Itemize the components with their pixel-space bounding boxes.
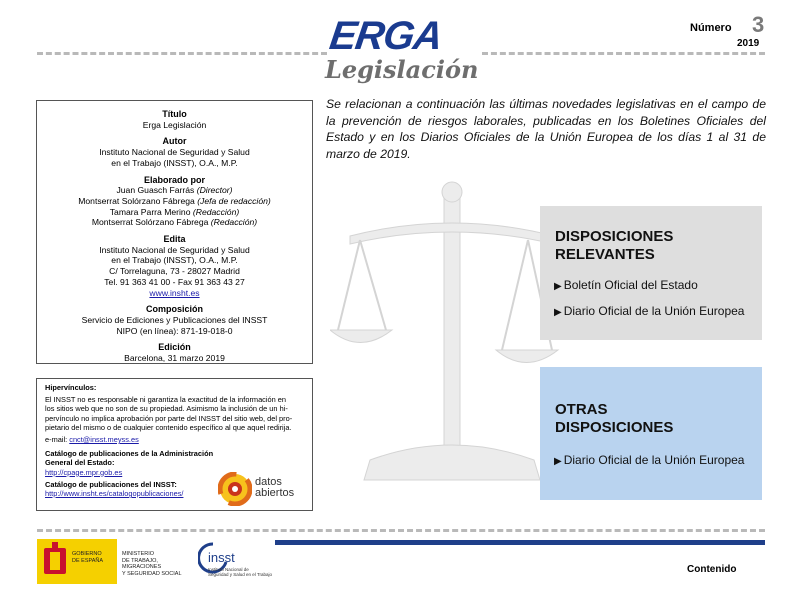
catalog-age: Catálogo de publicaciones de la Administración General del Estado: http://cpage.mpr.gob.es [45,449,214,477]
titulo-heading: Título [162,109,187,119]
edita-line: Tel. 91 363 41 00 - Fax 91 363 43 27 [104,276,245,287]
elaborado-line: Montserrat Solórzano Fábrega (Redacción) [91,217,258,228]
relevantes-title: DISPOSICIONES RELEVANTES [555,228,674,263]
triangle-right-icon: ▶ [554,456,562,467]
triangle-right-icon: ▶ [554,281,562,292]
email-line: e-mail: cnct@insst.meyss.es [45,435,139,445]
edita-line: C/ Torrelaguna, 73 - 28027 Madrid [109,266,240,277]
boe-link[interactable]: ▶ Boletín Oficial del Estado [554,278,698,292]
titulo-value: Erga Legislación [142,119,207,130]
legislacion-logo: Legislación [325,55,479,84]
nipo-line: NIPO (en línea): 871-19-018-0 [116,325,233,336]
credits-box [36,100,313,364]
footer-dashed-line [37,529,765,532]
datos-text: datos [255,476,282,488]
erga-logo-text: ERGA [326,14,445,58]
header-dashed-line-left [37,52,327,55]
catalog-insst: Catálogo de publicaciones del INSST: http://www.insht.es/catalogopublicaciones/ [45,479,184,499]
insst-logo: insst Instituto Nacional de Seguridad y Salud en el Trabajo [198,542,276,582]
hipervinculos-heading: Hipervínculos: [45,383,97,392]
email-link[interactable]: cnct@insst.meyss.es [69,435,139,445]
issue-year: 2019 [737,38,760,49]
insst-text: insst [208,550,235,565]
gobierno-text: GOBIERNO [72,551,102,557]
otras-disposiciones-box [540,367,762,500]
ministerio-text: MINISTERIO [122,551,155,557]
contenido-link[interactable]: Contenido [687,564,737,575]
otras-title: OTRAS DISPOSICIONES [555,401,674,436]
autor-line: en el Trabajo (INSST), O.A., M.P. [111,157,238,168]
open-data-icon [218,472,252,506]
issue-number-label: Número [690,22,732,34]
abiertos-text: abiertos [255,487,295,499]
ministerio-text: DE TRABAJO, MIGRACIONES [122,557,162,570]
composicion-line: Servicio de Ediciones y Publicaciones del INSST [81,314,268,325]
disposiciones-relevantes-box [540,206,762,340]
intro-paragraph: Se relacionan a continuación las últimas novedades legislativas en el campo de la prevención de riesgos laborales, publicadas en los Boletines Oficiales del Estado y en los Diarios Oficiales de la Unión Europea de los días 1 al 31 de marzo de 2019. [326,97,766,161]
composicion-heading: Composición [145,304,203,315]
doue-otras-link[interactable]: ▶ Diario Oficial de la Unión Europea [554,453,745,467]
elaborado-heading: Elaborado por [143,174,205,185]
datos-abiertos-logo[interactable] [218,472,310,506]
erga-logo [327,14,445,59]
edita-line: Instituto Nacional de Seguridad y Salud [99,244,250,255]
doue-relevantes-link[interactable]: ▶ Diario Oficial de la Unión Europea [554,304,745,318]
autor-heading: Autor [162,136,187,147]
gobierno-espana-logo [37,539,195,584]
edicion-value: Barcelona, 31 marzo 2019 [124,353,225,364]
header-dashed-line-right [482,52,765,55]
elaborado-line: Montserrat Solórzano Fábrega (Jefa de redacción) [78,195,271,206]
edita-line: en el Trabajo (INSST), O.A., M.P. [111,255,238,266]
insst-catalog-link[interactable]: http://www.insht.es/catalogopublicaciones/ [45,489,184,499]
triangle-right-icon: ▶ [554,307,562,318]
cpage-link[interactable]: http://cpage.mpr.gob.es [45,467,123,477]
espana-text: DE ESPAÑA [72,557,104,564]
insht-website-link[interactable]: www.insht.es [149,287,200,298]
elaborado-line: Tamara Parra Merino (Redacción) [109,206,240,217]
ministerio-text: Y SEGURIDAD SOCIAL [122,570,182,577]
elaborado-line: Juan Guasch Farrás (Director) [116,185,233,196]
issue-number: 3 [752,12,765,37]
autor-line: Instituto Nacional de Seguridad y Salud [99,147,250,158]
coat-of-arms-icon [41,542,69,580]
footer-blue-bar [275,540,765,545]
disclaimer-text: El INSST no es responsable ni garantiza la exactitud de la información en los sitios web que no son de su propiedad. Asimismo la inclusión de un hi- pervínculo no implica aprobación por parte del INSST del sitio web, del pro- pietario del mismo o de cualquier contenido específico al que aquel redirija. [45,395,293,432]
edita-heading: Edita [163,234,186,245]
edicion-heading: Edición [158,342,191,353]
